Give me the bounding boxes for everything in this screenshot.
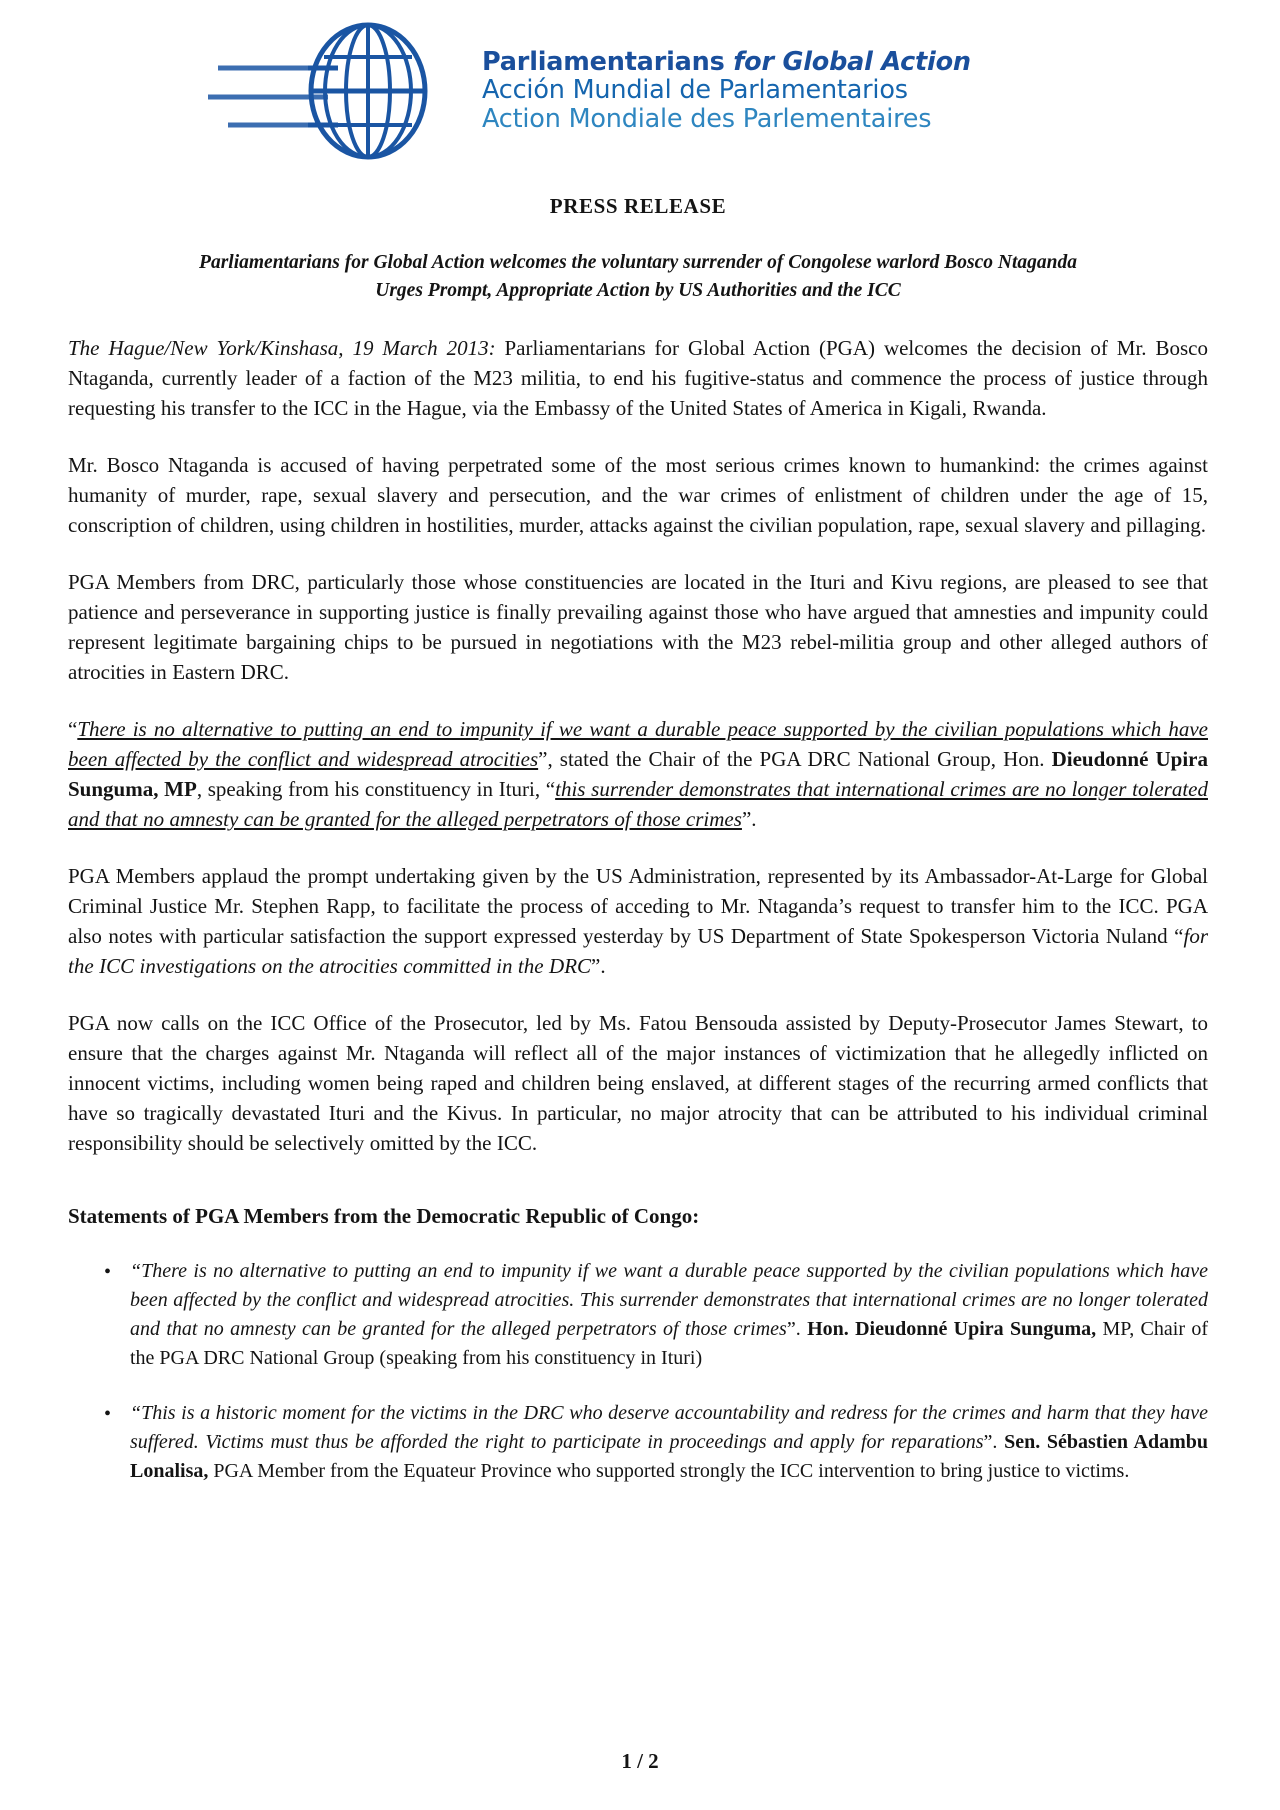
paragraph-members-drc: PGA Members from DRC, particularly those whose constituencies are located in the Ituri and Kivu regions, are pleased to see that patience and perseverance in supporting justice is finally prevailing against those who have argued that amnesties and impunity could represent legitimate bargaining chips to be pursued in negotiations with the M23 rebel-militia group and other alleged authors of atrocities in Eastern DRC.	[68, 569, 1208, 684]
statement-attribution-role: PGA Member from the Equateur Province who supported strongly the ICC intervention to bring justice to victims.	[208, 1459, 1130, 1482]
logo-line-spanish: Acción Mundial de Parlamentarios	[482, 75, 908, 106]
statement-attribution-name: Hon. Dieudonné Upira Sunguma,	[807, 1317, 1097, 1340]
statement-quote-open: “	[130, 1259, 142, 1282]
subtitle-line-1: Parliamentarians for Global Action welcomes the voluntary surrender of Congolese warlord Bosco Ntaganda	[199, 252, 1077, 273]
statement-attribution-name: Sen. Sébastien Adambu Lonalisa,	[130, 1430, 1208, 1482]
nuland-quote: for the ICC investigations on the atrocities committed in the DRC	[68, 923, 1208, 978]
paragraph-charges: Mr. Bosco Ntaganda is accused of having perpetrated some of the most serious crimes known to humankind: the crimes against humanity of murder, rape, sexual slavery and persecution, and the war crimes of enlistment of children under the age of 15, conscription of children, using children in hostilities, murder, attacks against the civilian population, rape, sexual slavery and pillaging.	[68, 452, 1208, 537]
statement-attribution-role: MP, Chair of the PGA DRC National Group (speaking from his constituency in Ituri)	[130, 1317, 1208, 1369]
paragraph-intro	[68, 333, 1208, 423]
logo-line-french: Action Mondiale des Parlementaires	[482, 103, 932, 134]
paragraph-prosecutor-call: PGA now calls on the ICC Office of the Prosecutor, led by Ms. Fatou Bensouda assisted by Deputy-Prosecutor James Stewart, to ensure that the charges against Mr. Ntaganda will reflect all of the major instances of victimization that he allegedly inflicted on innocent victims, including women being raped and children being enslaved, at different stages of the recurring armed conflicts that have so tragically devastated Ituri and the Kivus. In particular, no major atrocity that can be attributed to his individual criminal responsibility should be selectively omitted by the ICC.	[68, 1010, 1208, 1155]
dateline: The Hague/New York/Kinshasa, 19 March 2013:	[68, 335, 496, 360]
globe-icon	[208, 21, 478, 161]
us-admin-text: PGA Members applaud the prompt undertaking given by the US Administration, represented by its Ambassador-At-Large for Global Criminal Justice Mr. Stephen Rapp, to facilitate the process of acceding to Mr. Ntaganda’s request to transfer him to the ICC. PGA also notes with particular satisfaction the support expressed yesterday by US Department of State Spokesperson Victoria Nuland “	[68, 863, 1208, 948]
statement-quote-close: ”.	[983, 1430, 1005, 1453]
statement-quote-close: ”.	[786, 1317, 808, 1340]
bullet-icon: •	[104, 1260, 112, 1283]
statements-list	[68, 1257, 1208, 1486]
paragraph-chair-quote	[68, 714, 1208, 834]
logo-wordmark	[482, 48, 971, 134]
letterhead	[0, 0, 1280, 160]
quote-open-mark: “	[68, 716, 78, 741]
logo-line-english-a: Parliamentarians	[482, 46, 734, 77]
subtitle-line-2: Urges Prompt, Appropriate Action by US Authorities and the ICC	[375, 280, 901, 302]
logo-line-english-b: for Global Action	[733, 46, 971, 77]
chair-name: Dieudonné Upira Sunguma, MP	[68, 746, 1208, 801]
section-heading-statements: Statements of PGA Members from the Democratic Republic of Congo:	[68, 1203, 700, 1228]
quote-close-mark: ”.	[741, 806, 757, 831]
press-release-label: PRESS RELEASE	[549, 194, 727, 218]
chair-quote-part-1: There is no alternative to putting an end to impunity if we want a durable peace supported by the civilian populations which have been affected by the conflict and widespread atrocities	[68, 716, 1208, 771]
statement-quote: There is no alternative to putting an end to impunity if we want a durable peace supported by the civilian populations which have been affected by the conflict and widespread atrocities. This surrender demonstrates that international crimes are no longer tolerated and that no amnesty can be granted for the alleged perpetrators of those crimes	[130, 1259, 1208, 1340]
chair-quote-connector-1: ”, stated the Chair of the PGA DRC National Group, Hon.	[538, 746, 1052, 771]
statement-quote: This is a historic moment for the victims in the DRC who deserve accountability and redress for the crimes and harm that they have suffered. Victims must thus be afforded the right to participate in proceedings and apply for reparations	[130, 1401, 1208, 1453]
chair-quote-connector-2: , speaking from his constituency in Ituri, “	[196, 776, 556, 801]
chair-quote-part-2: this surrender demonstrates that international crimes are no longer tolerated and that no amnesty can be granted for the alleged perpetrators of those crimes	[68, 776, 1208, 831]
paragraph-intro-text: Parliamentarians for Global Action (PGA) welcomes the decision of Mr. Bosco Ntaganda, currently leader of a faction of the M23 militia, to end his fugitive-status and commence the process of justice through requesting his transfer to the ICC in the Hague, via the Embassy of the United States of America in Kigali, Rwanda.	[68, 335, 1208, 420]
logo-line-english	[482, 48, 971, 77]
list-item	[68, 1257, 1208, 1373]
statement-quote-open: “	[130, 1401, 142, 1424]
list-item	[68, 1399, 1208, 1486]
paragraph-us-administration	[68, 861, 1208, 981]
page-number: 1 / 2	[621, 1749, 659, 1773]
document-body	[0, 194, 1280, 1486]
us-admin-text-end: ”.	[591, 953, 606, 978]
document-subtitle	[112, 249, 1164, 306]
bullet-icon: •	[104, 1402, 112, 1425]
